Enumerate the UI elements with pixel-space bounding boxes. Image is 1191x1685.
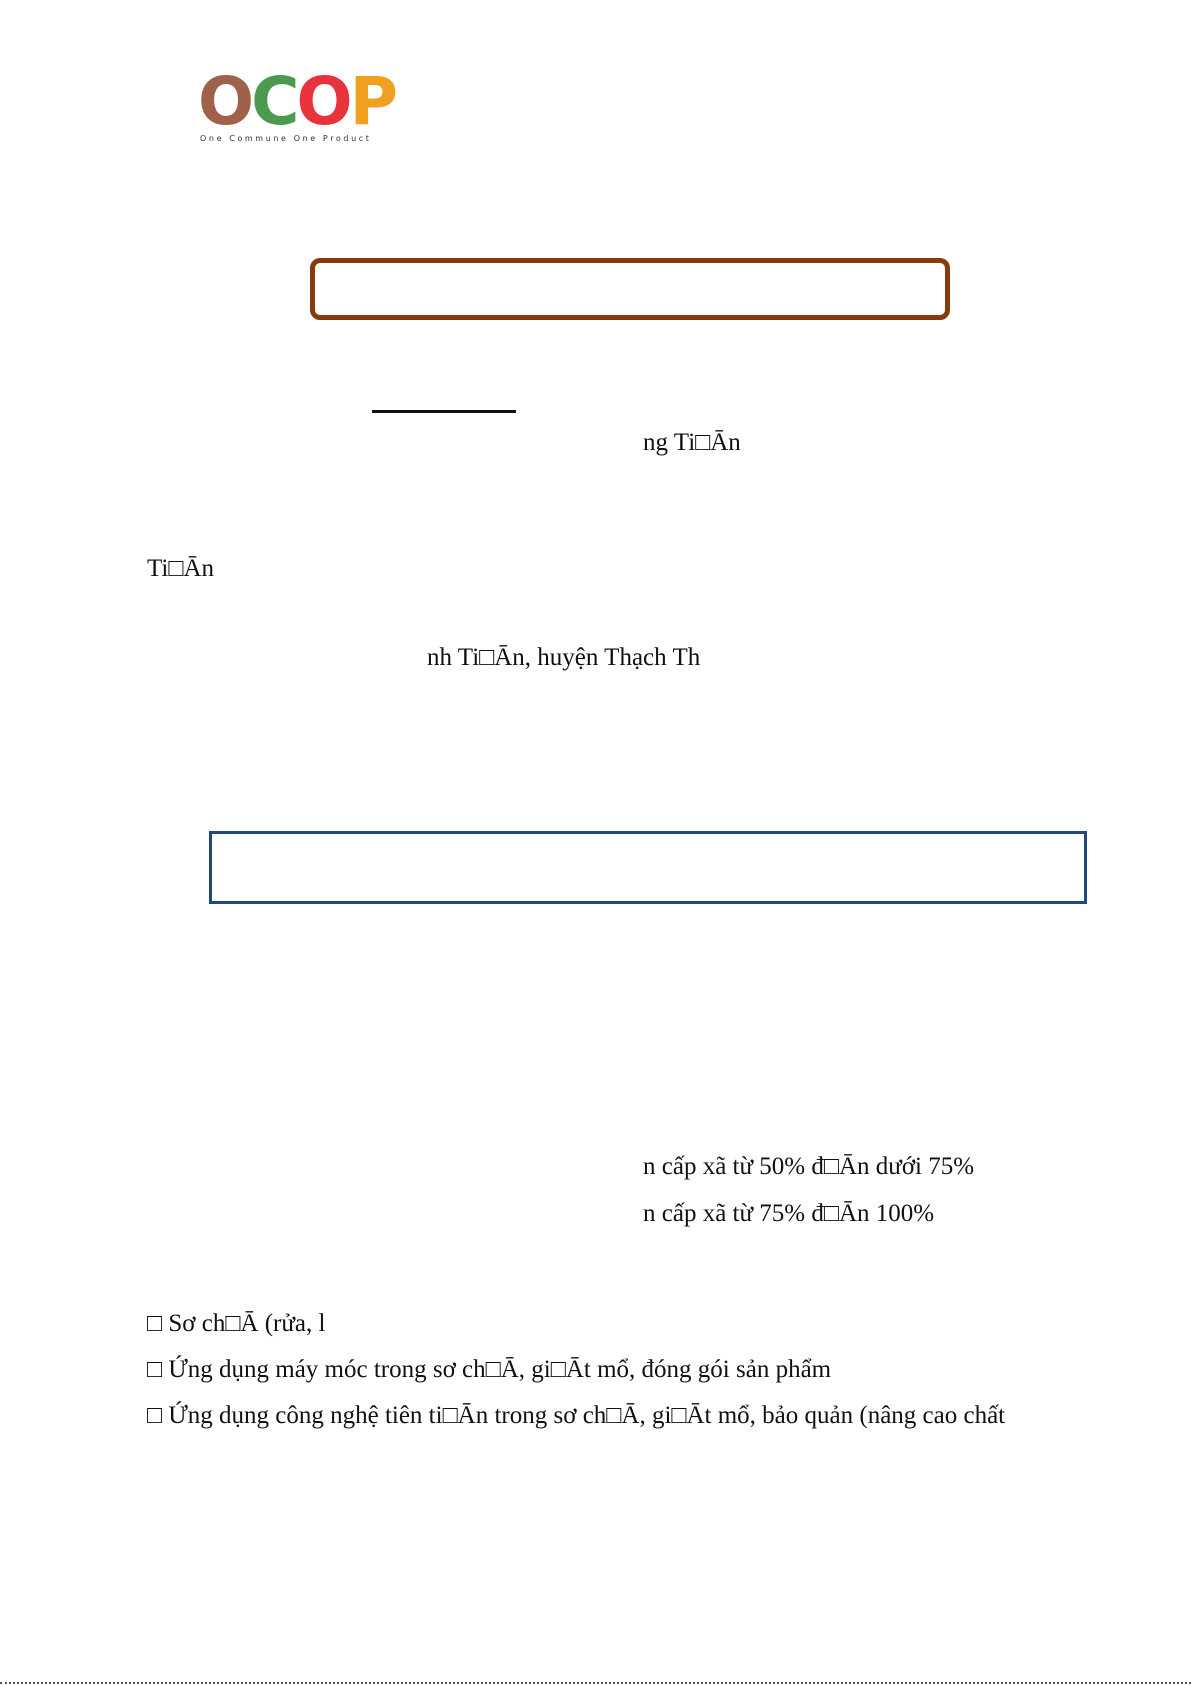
underline-rule	[372, 410, 516, 413]
text-line-5: n cấp xã từ 75% đ□Ān 100%	[643, 1200, 935, 1227]
section-box	[209, 831, 1087, 904]
text-line-1: ng Ti□Ān	[643, 429, 741, 456]
logo-letter-2: C	[251, 63, 297, 140]
logo-tagline: One Commune One Product	[200, 134, 372, 143]
ocop-logo	[198, 63, 398, 147]
logo-letter-1: O	[198, 63, 252, 140]
checkbox-option-1: □ Sơ ch□Ā (rửa, l	[147, 1310, 326, 1337]
logo-letter-3: O	[296, 63, 350, 140]
ocop-logo-word	[198, 62, 395, 142]
text-line-3: nh Ti□Ān, huyện Thạch Th	[427, 644, 701, 671]
checkbox-option-3: □ Ứng dụng công nghệ tiên ti□Ān trong sơ ch□Ā, gi□Āt mổ, bảo quản (nâng cao chất	[147, 1402, 1006, 1429]
text-line-4: n cấp xã từ 50% đ□Ān dưới 75%	[643, 1153, 975, 1180]
text-line-2: Ti□Ān	[147, 555, 214, 582]
logo-letter-4: P	[349, 63, 396, 140]
checkbox-option-2: □ Ứng dụng máy móc trong sơ ch□Ā, gi□Āt mổ, đóng gói sản phẩm	[147, 1356, 832, 1383]
title-box	[310, 258, 950, 320]
page-bottom-rule	[0, 1682, 1191, 1684]
